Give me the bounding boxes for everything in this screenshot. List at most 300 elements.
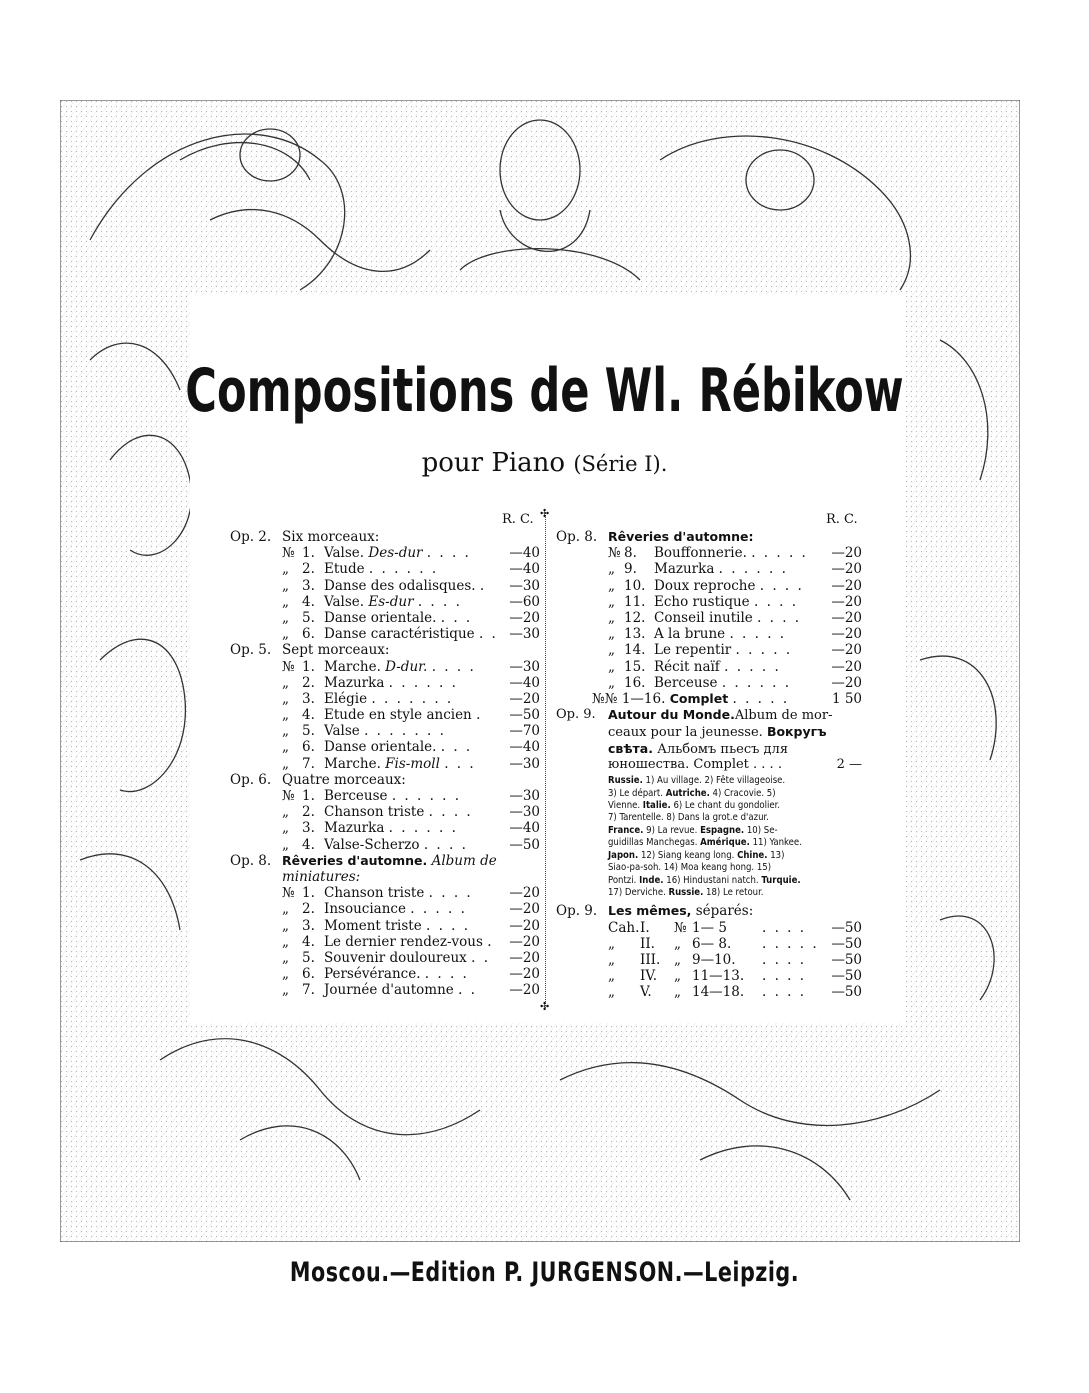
column-divider <box>545 512 547 1008</box>
item-key: Des-dur <box>368 545 423 562</box>
item-title-text: Bouffonnerie. <box>654 545 747 562</box>
opus-title <box>608 903 753 919</box>
item-price: —20 <box>509 609 540 626</box>
contents-line <box>608 837 862 849</box>
catalog-item <box>230 934 540 950</box>
number-mark: № <box>282 885 295 902</box>
opus-title <box>282 772 406 788</box>
item-title-text: Récit naïf <box>654 658 720 675</box>
item-key: Fis-moll <box>385 755 440 772</box>
number-mark: „ <box>282 982 289 999</box>
catalog-item <box>230 675 540 691</box>
catalog-item <box>230 610 540 626</box>
item-price: —20 <box>509 901 540 918</box>
item-key: Es-dur <box>368 593 414 610</box>
item-title <box>324 545 471 561</box>
divider-top-ornament: ✣ <box>540 507 550 520</box>
item-title <box>324 885 473 901</box>
item-price: —20 <box>831 626 862 643</box>
cahier-label: „ <box>608 968 615 985</box>
number-mark: „ <box>282 707 289 724</box>
item-price: —30 <box>509 804 540 821</box>
item-title-text: Echo rustique <box>654 593 750 610</box>
catalog-item <box>230 950 540 966</box>
number-mark: „ <box>282 739 289 756</box>
cahier-row <box>556 952 862 968</box>
opus-title <box>282 853 497 869</box>
item-title-text: Danse orientale. <box>324 609 437 626</box>
opus-8-heading-cont <box>230 869 540 885</box>
contents-line <box>608 850 862 862</box>
item-price: —50 <box>509 707 540 724</box>
item-price: —40 <box>509 561 540 578</box>
op9-line <box>556 741 862 758</box>
item-price: —20 <box>831 593 862 610</box>
number-mark: „ <box>674 951 681 968</box>
number-mark: „ <box>282 690 289 707</box>
text: 11) Yankee. <box>749 837 802 849</box>
catalog-item <box>230 642 540 658</box>
item-price: —50 <box>509 836 540 853</box>
catalog-item <box>230 820 540 836</box>
catalog-item <box>556 626 862 642</box>
contents-line <box>608 775 862 787</box>
item-number: 6. <box>302 626 315 643</box>
item-title-text: Persévérance. <box>324 966 421 983</box>
item-number: 8. <box>624 545 637 562</box>
catalog-item <box>556 675 862 691</box>
leader-dots: . . . <box>440 739 473 756</box>
item-price: —20 <box>509 690 540 707</box>
item-title <box>654 642 792 658</box>
item-title <box>324 739 472 755</box>
item-title <box>324 594 462 610</box>
number-mark: „ <box>674 935 681 952</box>
opus-8-heading <box>230 853 540 869</box>
opus-9-separate-heading <box>556 903 862 919</box>
item-title <box>654 578 804 594</box>
leader-dots: . . . . <box>426 545 471 562</box>
item-title-text: Marche. <box>324 755 381 772</box>
leader-dots: . . . . . . <box>721 674 792 691</box>
leader-dots: . . <box>458 982 477 999</box>
country-name: Amérique. <box>700 837 750 849</box>
item-number: 14. <box>624 642 646 659</box>
cahier-range: 6— 8. <box>692 935 732 952</box>
catalog-item <box>230 837 540 853</box>
country-name: Russie. <box>608 775 643 787</box>
text: 6) Le chant du gondolier. <box>670 800 780 812</box>
opus-title-text: Quatre morceaux: <box>282 771 406 788</box>
opus-9-description <box>556 707 862 773</box>
number-mark: „ <box>282 723 289 740</box>
number-mark: „ <box>282 593 289 610</box>
item-title <box>324 918 470 934</box>
contents-line <box>608 812 862 824</box>
item-title-text: Mazurka <box>324 674 385 691</box>
item-title <box>324 837 468 853</box>
number-mark: „ <box>282 966 289 983</box>
item-title-text: Mazurka <box>324 820 385 837</box>
leader-dots: . . . . . . <box>388 674 458 691</box>
leader-dots: . . . . <box>762 919 807 936</box>
item-price: —30 <box>509 788 540 804</box>
leader-dots: . . . . <box>424 966 469 983</box>
item-title <box>654 594 798 610</box>
catalog-item <box>556 578 862 594</box>
item-price: —50 <box>831 935 862 952</box>
cahier-range: 9—10. <box>692 951 736 968</box>
item-title <box>324 707 482 723</box>
catalog-item <box>230 578 540 594</box>
contents-line <box>608 862 862 874</box>
item-title-text: Souvenir douloureux <box>324 949 467 966</box>
opus-title-text: Six morceaux: <box>282 529 380 545</box>
item-number: 15. <box>624 658 646 675</box>
op9-line <box>556 724 862 741</box>
leader-dots: . . . . . . <box>391 788 462 804</box>
opus-title-text: Sept morceaux: <box>282 642 390 659</box>
cahier-label: Cah. <box>608 919 640 936</box>
catalog-item <box>230 918 540 934</box>
catalog-item <box>230 788 540 804</box>
item-title-text: Etude en style ancien <box>324 707 472 724</box>
item-key: D-dur. <box>385 658 428 675</box>
number-mark: № <box>608 545 621 562</box>
text: Альбомъ пьесъ для <box>652 741 789 757</box>
item-number: 1. <box>302 658 315 675</box>
complete-bold: Complet <box>669 690 729 706</box>
opus-subtitle-italic: Album de <box>431 852 497 869</box>
subtitle <box>0 448 1089 478</box>
cahier-row <box>556 984 862 1000</box>
item-title-text: Danse des odalisques. <box>324 577 476 594</box>
leader-dots: . . . . . . . <box>371 690 454 707</box>
item-title <box>324 578 486 594</box>
cahier-roman: IV. <box>640 968 658 985</box>
item-price: —70 <box>509 723 540 740</box>
item-price: 2 — <box>836 757 862 773</box>
leader-dots: . . . . <box>762 951 807 968</box>
number-mark: „ <box>608 674 615 691</box>
item-number: 4. <box>302 593 315 610</box>
country-name: Turquie. <box>761 874 801 886</box>
item-title-text: Journée d'automne <box>324 982 454 999</box>
number-mark: „ <box>608 626 615 643</box>
bold-text: Autour du Monde. <box>608 707 735 723</box>
catalog-item <box>230 691 540 707</box>
item-title <box>654 610 801 626</box>
subtitle-series: (Série I). <box>573 452 668 476</box>
text: юношества. Complet <box>608 757 754 773</box>
text: Pontzi. <box>608 874 640 886</box>
item-title <box>324 561 438 577</box>
text: ceaux pour la jeunesse. <box>608 724 767 740</box>
item-title-text: Valse <box>324 723 360 740</box>
item-price: —20 <box>831 561 862 578</box>
text: 13) <box>767 849 785 861</box>
catalog-right-column <box>556 529 862 1000</box>
leader-dots: . . . . . . <box>368 561 439 578</box>
op9-line <box>556 757 862 773</box>
opus-title-bold: Les mêmes, <box>608 903 692 919</box>
complete-row <box>556 691 862 707</box>
opus-number: Op. 2. <box>230 529 272 545</box>
divider-bottom-ornament: ✣ <box>540 1000 550 1013</box>
item-title <box>654 545 808 561</box>
cahier-roman: I. <box>640 919 650 936</box>
catalog-item <box>230 966 540 982</box>
catalog-item <box>556 594 862 610</box>
text: 4) Cracovie. 5) <box>709 787 776 799</box>
text: 10) Se- <box>744 824 778 836</box>
text: 9) La revue. <box>643 824 701 836</box>
item-number: 6. <box>302 966 315 983</box>
cahier-range: 11—13. <box>692 968 745 985</box>
item-title <box>324 788 461 804</box>
number-mark: № <box>674 919 687 936</box>
catalog-item <box>230 626 540 642</box>
item-price: —20 <box>509 933 540 950</box>
item-title <box>324 950 490 966</box>
item-title-text: Danse caractéristique <box>324 626 475 643</box>
opus-title-bold: Rêveries d'automne: <box>608 529 754 544</box>
item-title <box>324 626 498 642</box>
bold-text: свѣта. <box>608 740 653 756</box>
cahier-roman: III. <box>640 951 661 968</box>
item-price: —30 <box>509 626 540 643</box>
text: 12) Siang keang long. <box>638 849 738 861</box>
text: 3) Le départ. <box>608 787 666 799</box>
item-title-text: Le dernier rendez-vous <box>324 933 483 950</box>
catalog-item <box>230 885 540 901</box>
item-title <box>324 610 472 626</box>
item-title-text: Valse. <box>324 545 365 562</box>
currency-header-left: R. C. <box>502 512 534 527</box>
cahier-range: 14—18. <box>692 984 745 1001</box>
leader-dots: . . . . <box>431 658 476 675</box>
item-title-text: Mazurka <box>654 561 715 578</box>
catalog-item <box>230 982 540 998</box>
item-price: —30 <box>509 658 540 675</box>
country-name: Japon. <box>608 849 639 861</box>
cahier-range: 1— 5 <box>692 919 727 936</box>
opus-title-text: séparés: <box>695 903 754 920</box>
item-title <box>324 691 453 707</box>
item-title-text: Chanson triste <box>324 804 425 821</box>
cahier-roman: V. <box>640 984 652 1001</box>
opus-title <box>608 529 754 545</box>
item-price: —20 <box>509 885 540 902</box>
number-mark: „ <box>608 658 615 675</box>
leader-dots: . . . . <box>759 577 804 594</box>
item-title <box>654 561 788 577</box>
item-title-text: Conseil inutile <box>654 609 753 626</box>
catalog-item <box>230 739 540 755</box>
number-mark: „ <box>282 949 289 966</box>
number-mark: „ <box>282 755 289 772</box>
text: Siao-pa-soh. 14) Moa keang hong. 15) <box>608 862 772 874</box>
leader-dots: . . . . . <box>410 901 467 918</box>
number-mark: „ <box>282 561 289 578</box>
item-title-text: Marche. <box>324 658 381 675</box>
catalog-item <box>556 529 862 545</box>
country-name: France. <box>608 824 644 836</box>
item-title-text: Moment triste <box>324 917 422 934</box>
item-price: —50 <box>831 968 862 985</box>
number-mark: № <box>282 658 295 675</box>
item-price: —30 <box>509 577 540 594</box>
leader-dots: . . . . <box>417 593 462 610</box>
opus-number: Op. 9. <box>556 903 598 920</box>
number-mark: № <box>282 788 295 804</box>
leader-dots: . . . . <box>762 968 807 985</box>
text: guidillas Manchegas. <box>608 837 701 849</box>
leader-dots: . . . . . <box>729 626 787 643</box>
item-price: —20 <box>831 577 862 594</box>
opus-number: Op. 8. <box>556 529 598 545</box>
item-number: 1. <box>302 545 315 562</box>
item-title-text: Doux reproche <box>654 577 756 594</box>
contents-line <box>608 875 862 887</box>
number-mark: „ <box>608 609 615 626</box>
item-title <box>324 659 476 675</box>
text: Vienne. <box>608 800 643 812</box>
item-number: 3. <box>302 917 315 934</box>
item-number: 7. <box>302 755 315 772</box>
opus-number: Op. 8. <box>230 852 272 869</box>
item-number: 4. <box>302 707 315 724</box>
item-number: 5. <box>302 949 315 966</box>
item-title-text: Elégie <box>324 690 368 707</box>
leader-dots: . . . . . <box>724 658 781 675</box>
item-number: 11. <box>624 593 646 610</box>
item-number: 4. <box>302 836 315 853</box>
item-price: —20 <box>509 966 540 983</box>
number-mark: „ <box>282 626 289 643</box>
catalog-item <box>230 561 540 577</box>
text: 18) Le retour. <box>703 886 764 898</box>
leader-dots: . . . . . . <box>388 820 458 837</box>
item-number: 9. <box>624 561 637 578</box>
item-number: 16. <box>624 674 646 691</box>
cahier-label: „ <box>608 951 615 968</box>
leader-dots: . . . . . . . <box>364 723 446 740</box>
leader-dots: . <box>476 707 483 724</box>
publisher-footer: Moscou.—Edition P. JURGENSON.—Leipzig. <box>289 1258 800 1288</box>
country-name: Inde. <box>639 874 664 886</box>
item-number: 5. <box>302 723 315 740</box>
catalog-item <box>230 659 540 675</box>
contents-line <box>608 825 862 837</box>
number-mark: „ <box>282 804 289 821</box>
number-mark: „ <box>282 577 289 594</box>
item-price: —40 <box>509 545 540 562</box>
item-number: 5. <box>302 609 315 626</box>
item-number: 3. <box>302 690 315 707</box>
number-mark: „ <box>282 674 289 691</box>
leader-dots: . . . . <box>757 609 802 626</box>
text: 16) Hindustani natch. <box>663 874 762 886</box>
leader-dots: . . . . <box>426 917 471 934</box>
number-mark: „ <box>282 609 289 626</box>
item-title-text: Valse. <box>324 593 365 610</box>
country-name: Russie. <box>668 886 704 898</box>
item-title <box>324 901 467 917</box>
item-title-text: Le repentir <box>654 642 732 659</box>
leader-dots: . <box>487 933 494 950</box>
catalog-left-column <box>230 529 540 998</box>
item-price: —30 <box>509 755 540 772</box>
catalog-item <box>230 707 540 723</box>
number-mark: „ <box>608 642 615 659</box>
item-price: —20 <box>831 658 862 675</box>
item-title-text: Insouciance <box>324 901 406 918</box>
number-mark: „ <box>608 577 615 594</box>
item-number: 10. <box>624 577 646 594</box>
complete-label <box>592 691 789 707</box>
number-mark: „ <box>282 917 289 934</box>
number-mark: „ <box>608 593 615 610</box>
catalog-item <box>230 756 540 772</box>
opus-title <box>282 642 389 658</box>
leader-dots: . . . . . <box>735 642 793 659</box>
item-price: —20 <box>509 949 540 966</box>
item-number: 2. <box>302 804 315 821</box>
item-price: —50 <box>831 984 862 1001</box>
cahier-row <box>556 920 862 936</box>
item-title-text: Berceuse <box>654 674 718 691</box>
leader-dots: . . . . . <box>751 545 808 562</box>
item-number: 3. <box>302 820 315 837</box>
op9-line <box>556 707 862 724</box>
catalog-item <box>556 610 862 626</box>
item-number: 1. <box>302 885 315 902</box>
bold-text: Вокругъ <box>766 723 827 739</box>
text: Album de mor- <box>734 708 833 724</box>
catalog-item <box>556 642 862 658</box>
item-number: 2. <box>302 561 315 578</box>
item-price: —20 <box>831 642 862 659</box>
contents-line <box>608 800 862 812</box>
leader-dots: . . . . <box>423 836 468 853</box>
item-number: 3. <box>302 577 315 594</box>
contents-line <box>608 887 862 899</box>
item-price: —20 <box>831 674 862 691</box>
item-title <box>324 804 473 820</box>
item-price: 1 50 <box>831 690 862 707</box>
leader-dots: . . . . <box>428 804 473 821</box>
opus-number: Op. 5. <box>230 642 272 659</box>
item-number: 13. <box>624 626 646 643</box>
catalog-item <box>230 772 540 788</box>
page-title: Compositions de Wl. Rébikow <box>185 356 904 426</box>
item-title-text: Danse orientale. <box>324 739 437 756</box>
item-price: —40 <box>509 739 540 756</box>
item-title <box>324 820 458 836</box>
country-name: Autriche. <box>665 787 710 799</box>
leader-dots: . . . <box>440 609 473 626</box>
item-price: —40 <box>509 674 540 691</box>
item-number: 7. <box>302 982 315 999</box>
text: 7) Tarentelle. 8) Dans la grot.e d'azur. <box>608 812 769 824</box>
leader-dots: . . . . . <box>732 690 790 707</box>
item-title <box>324 756 476 772</box>
leader-dots: . . <box>478 626 498 643</box>
number-mark: „ <box>282 933 289 950</box>
item-number: 6. <box>302 739 315 756</box>
number-mark: „ <box>282 820 289 837</box>
